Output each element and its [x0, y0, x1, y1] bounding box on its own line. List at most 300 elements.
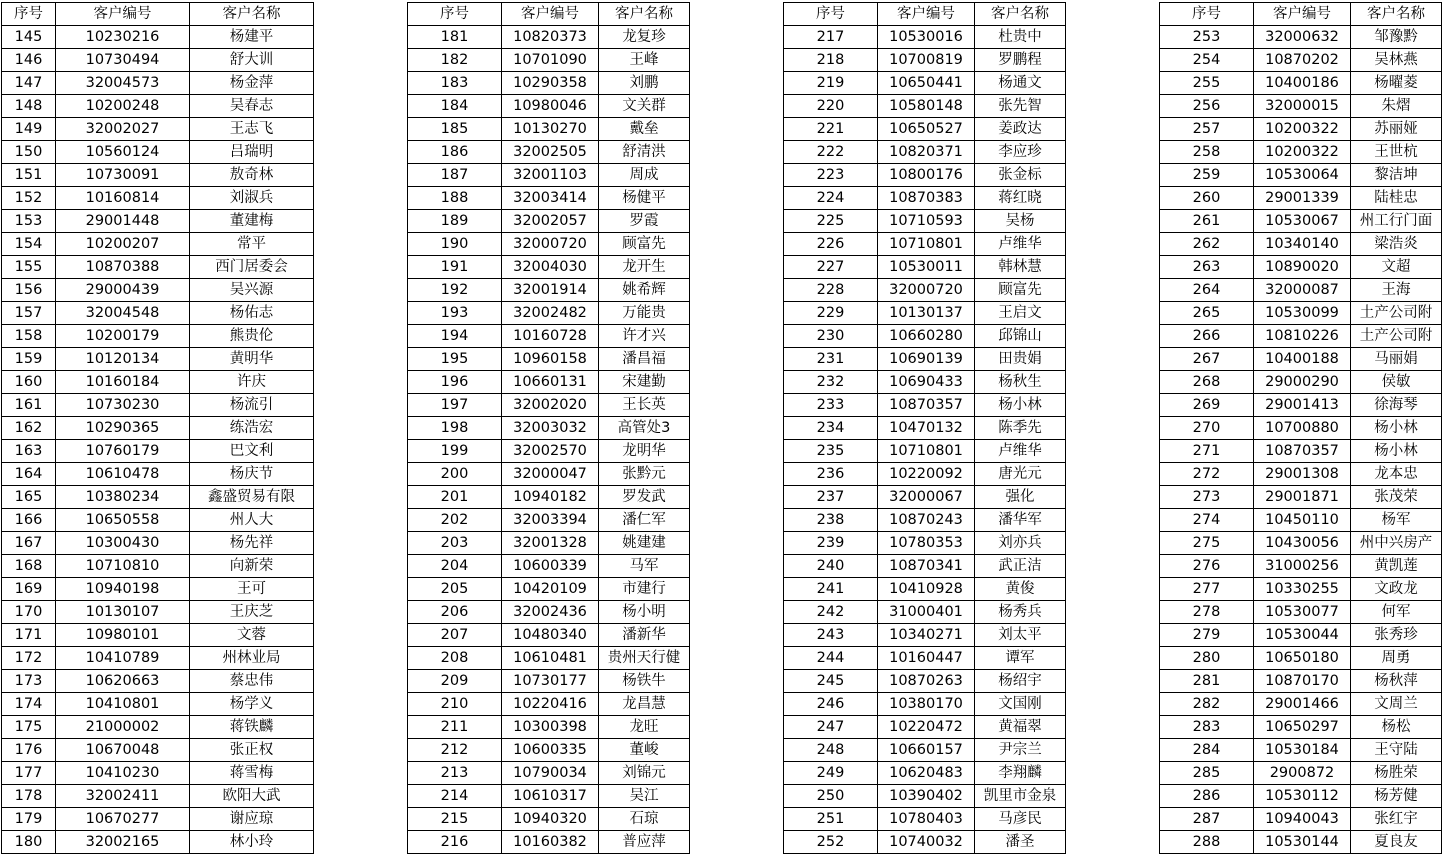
seq-cell: 167	[2, 532, 56, 555]
seq-cell: 189	[408, 210, 502, 233]
customer-name-cell: 王世杭	[1351, 141, 1442, 164]
customer-id-cell: 10410928	[878, 578, 975, 601]
customer-id-cell: 10660131	[502, 371, 599, 394]
col-header-seq: 序号	[1160, 3, 1254, 26]
seq-cell: 190	[408, 233, 502, 256]
customer-name-cell: 凯里市金泉	[975, 785, 1066, 808]
customer-name-cell: 州林业局	[190, 647, 314, 670]
customer-name-cell: 邱锦山	[975, 325, 1066, 348]
customer-name-cell: 吴杨	[975, 210, 1066, 233]
customer-id-cell: 29001871	[1254, 486, 1351, 509]
customer-id-cell: 29001413	[1254, 394, 1351, 417]
customer-id-cell: 10730091	[56, 164, 190, 187]
customer-id-cell: 10700880	[1254, 417, 1351, 440]
seq-cell: 203	[408, 532, 502, 555]
seq-cell: 198	[408, 417, 502, 440]
seq-cell: 248	[784, 739, 878, 762]
seq-cell: 172	[2, 647, 56, 670]
customer-id-cell: 32000720	[502, 233, 599, 256]
table-row	[408, 164, 690, 187]
customer-name-cell: 熊贵伦	[190, 325, 314, 348]
customer-name-cell: 林小玲	[190, 831, 314, 854]
table-row	[2, 509, 314, 532]
seq-cell: 185	[408, 118, 502, 141]
customer-id-cell: 32000720	[878, 279, 975, 302]
table-row	[784, 693, 1066, 716]
table-row	[784, 624, 1066, 647]
customer-id-cell: 31000256	[1254, 555, 1351, 578]
table-row	[408, 509, 690, 532]
customer-id-cell: 10290358	[502, 72, 599, 95]
seq-cell: 205	[408, 578, 502, 601]
seq-cell: 151	[2, 164, 56, 187]
table-row	[784, 716, 1066, 739]
table-row	[2, 49, 314, 72]
table-row	[408, 348, 690, 371]
table-row	[2, 831, 314, 854]
seq-cell: 281	[1160, 670, 1254, 693]
seq-cell: 207	[408, 624, 502, 647]
customer-id-cell: 10710801	[878, 440, 975, 463]
customer-name-cell: 张正权	[190, 739, 314, 762]
customer-name-cell: 黄明华	[190, 348, 314, 371]
table-row	[784, 187, 1066, 210]
customer-name-cell: 潘华军	[975, 509, 1066, 532]
seq-cell: 262	[1160, 233, 1254, 256]
customer-name-cell: 王长英	[599, 394, 690, 417]
seq-cell: 174	[2, 693, 56, 716]
customer-id-cell: 10380234	[56, 486, 190, 509]
customer-id-cell: 29000290	[1254, 371, 1351, 394]
seq-cell: 245	[784, 670, 878, 693]
seq-cell: 232	[784, 371, 878, 394]
customer-id-cell: 10760179	[56, 440, 190, 463]
table-row	[1160, 624, 1442, 647]
customer-id-cell: 10780353	[878, 532, 975, 555]
table-row	[408, 831, 690, 854]
table-row	[2, 394, 314, 417]
seq-cell: 173	[2, 670, 56, 693]
table-row	[1160, 210, 1442, 233]
customer-id-cell: 32002020	[502, 394, 599, 417]
seq-cell: 237	[784, 486, 878, 509]
customer-id-cell: 10660280	[878, 325, 975, 348]
table-row	[1160, 118, 1442, 141]
table-row	[1160, 302, 1442, 325]
customer-id-cell: 32002482	[502, 302, 599, 325]
customer-name-cell: 周成	[599, 164, 690, 187]
table-row	[784, 785, 1066, 808]
customer-id-cell: 10600335	[502, 739, 599, 762]
customer-name-cell: 石琼	[599, 808, 690, 831]
col-header-customer-id: 客户编号	[56, 3, 190, 26]
seq-cell: 159	[2, 348, 56, 371]
table-row	[408, 141, 690, 164]
customer-name-cell: 龙本忠	[1351, 463, 1442, 486]
customer-id-cell: 10220472	[878, 716, 975, 739]
col-header-seq: 序号	[784, 3, 878, 26]
customer-id-cell: 10670277	[56, 808, 190, 831]
seq-cell: 152	[2, 187, 56, 210]
seq-cell: 176	[2, 739, 56, 762]
customer-name-cell: 周勇	[1351, 647, 1442, 670]
customer-name-cell: 武正洁	[975, 555, 1066, 578]
customer-name-cell: 董峻	[599, 739, 690, 762]
customer-id-cell: 10220092	[878, 463, 975, 486]
table-row	[408, 532, 690, 555]
seq-cell: 196	[408, 371, 502, 394]
customer-name-cell: 鑫盛贸易有限	[190, 486, 314, 509]
customer-name-cell: 顾富先	[599, 233, 690, 256]
seq-cell: 283	[1160, 716, 1254, 739]
seq-cell: 255	[1160, 72, 1254, 95]
customer-name-cell: 杨松	[1351, 716, 1442, 739]
customer-name-cell: 谭军	[975, 647, 1066, 670]
customer-name-cell: 欧阳大武	[190, 785, 314, 808]
customer-name-cell: 罗鹏程	[975, 49, 1066, 72]
table-row	[784, 647, 1066, 670]
seq-cell: 225	[784, 210, 878, 233]
customer-name-cell: 杨小明	[599, 601, 690, 624]
seq-cell: 251	[784, 808, 878, 831]
customer-id-cell: 10130270	[502, 118, 599, 141]
table-row	[1160, 417, 1442, 440]
customer-id-cell: 10870170	[1254, 670, 1351, 693]
seq-cell: 147	[2, 72, 56, 95]
seq-cell: 227	[784, 256, 878, 279]
customer-id-cell: 10690139	[878, 348, 975, 371]
seq-cell: 287	[1160, 808, 1254, 831]
customer-id-cell: 10300430	[56, 532, 190, 555]
table-row	[408, 762, 690, 785]
table-row	[1160, 187, 1442, 210]
customer-name-cell: 张先智	[975, 95, 1066, 118]
col-header-customer-id: 客户编号	[502, 3, 599, 26]
customer-id-cell: 32003414	[502, 187, 599, 210]
table-row	[2, 26, 314, 49]
table-row	[2, 417, 314, 440]
customer-name-cell: 王可	[190, 578, 314, 601]
table-row	[408, 578, 690, 601]
customer-id-cell: 10340140	[1254, 233, 1351, 256]
seq-cell: 208	[408, 647, 502, 670]
customer-name-cell: 杨秋萍	[1351, 670, 1442, 693]
customer-name-cell: 州工行门面	[1351, 210, 1442, 233]
table-row	[2, 210, 314, 233]
table-row	[408, 670, 690, 693]
customer-id-cell: 32000047	[502, 463, 599, 486]
customer-id-cell: 10130107	[56, 601, 190, 624]
table-row	[2, 670, 314, 693]
seq-cell: 192	[408, 279, 502, 302]
header-row	[1160, 3, 1442, 26]
table-row	[784, 762, 1066, 785]
table-row	[1160, 509, 1442, 532]
table-row	[784, 532, 1066, 555]
customer-name-cell: 龙开生	[599, 256, 690, 279]
customer-name-cell: 蒋铁麟	[190, 716, 314, 739]
customer-name-cell: 文国刚	[975, 693, 1066, 716]
seq-cell: 162	[2, 417, 56, 440]
customer-id-cell: 32003394	[502, 509, 599, 532]
table-row	[2, 141, 314, 164]
customer-name-cell: 杨健平	[599, 187, 690, 210]
customer-name-cell: 吴林燕	[1351, 49, 1442, 72]
customer-name-cell: 杨学义	[190, 693, 314, 716]
customer-name-cell: 文周兰	[1351, 693, 1442, 716]
customer-id-cell: 32002027	[56, 118, 190, 141]
seq-cell: 202	[408, 509, 502, 532]
table-row	[408, 233, 690, 256]
customer-name-cell: 黄俊	[975, 578, 1066, 601]
seq-cell: 210	[408, 693, 502, 716]
customer-name-cell: 马彦民	[975, 808, 1066, 831]
customer-id-cell: 10340271	[878, 624, 975, 647]
customer-id-cell: 10940043	[1254, 808, 1351, 831]
customer-id-cell: 10650558	[56, 509, 190, 532]
customer-name-cell: 舒清洪	[599, 141, 690, 164]
table-row	[408, 601, 690, 624]
customer-name-cell: 王峰	[599, 49, 690, 72]
table-row	[1160, 440, 1442, 463]
customer-name-cell: 刘鹏	[599, 72, 690, 95]
table-row	[2, 164, 314, 187]
customer-name-cell: 龙明华	[599, 440, 690, 463]
customer-id-cell: 10870357	[1254, 440, 1351, 463]
customer-name-cell: 土产公司附	[1351, 325, 1442, 348]
customer-name-cell: 刘太平	[975, 624, 1066, 647]
customer-name-cell: 谢应琼	[190, 808, 314, 831]
seq-cell: 184	[408, 95, 502, 118]
seq-cell: 195	[408, 348, 502, 371]
customer-name-cell: 潘圣	[975, 831, 1066, 854]
customer-id-cell: 10400188	[1254, 348, 1351, 371]
table-row	[408, 394, 690, 417]
customer-name-cell: 杨流引	[190, 394, 314, 417]
seq-cell: 228	[784, 279, 878, 302]
customer-id-cell: 32002165	[56, 831, 190, 854]
seq-cell: 282	[1160, 693, 1254, 716]
table-row	[1160, 739, 1442, 762]
customer-name-cell: 张金标	[975, 164, 1066, 187]
customer-name-cell: 龙昌慧	[599, 693, 690, 716]
customer-name-cell: 吴江	[599, 785, 690, 808]
seq-cell: 213	[408, 762, 502, 785]
seq-cell: 230	[784, 325, 878, 348]
table-row	[784, 463, 1066, 486]
customer-name-cell: 王海	[1351, 279, 1442, 302]
seq-cell: 276	[1160, 555, 1254, 578]
customer-name-cell: 李翔麟	[975, 762, 1066, 785]
customer-name-cell: 吴春志	[190, 95, 314, 118]
table-row	[408, 808, 690, 831]
table-row	[408, 187, 690, 210]
seq-cell: 243	[784, 624, 878, 647]
customer-id-cell: 10530112	[1254, 785, 1351, 808]
customer-name-cell: 杨芳健	[1351, 785, 1442, 808]
customer-name-cell: 文关群	[599, 95, 690, 118]
customer-id-cell: 10160814	[56, 187, 190, 210]
customer-name-cell: 黎洁坤	[1351, 164, 1442, 187]
customer-name-cell: 杨先祥	[190, 532, 314, 555]
table-row	[784, 555, 1066, 578]
customer-name-cell: 杨建平	[190, 26, 314, 49]
table-row	[784, 256, 1066, 279]
table-row	[408, 371, 690, 394]
seq-cell: 219	[784, 72, 878, 95]
table-row	[408, 440, 690, 463]
table-row	[408, 463, 690, 486]
customer-name-cell: 杜贵中	[975, 26, 1066, 49]
table-row	[784, 394, 1066, 417]
customer-id-cell: 10580148	[878, 95, 975, 118]
table-row	[1160, 141, 1442, 164]
table-row	[2, 279, 314, 302]
customer-name-cell: 顾富先	[975, 279, 1066, 302]
customer-id-cell: 10200322	[1254, 118, 1351, 141]
customer-id-cell: 10730494	[56, 49, 190, 72]
customer-name-cell: 常平	[190, 233, 314, 256]
customer-name-cell: 夏良友	[1351, 831, 1442, 854]
seq-cell: 180	[2, 831, 56, 854]
table-row	[784, 348, 1066, 371]
seq-cell: 216	[408, 831, 502, 854]
customer-id-cell: 10730177	[502, 670, 599, 693]
customer-name-cell: 尹宗兰	[975, 739, 1066, 762]
table-row	[1160, 371, 1442, 394]
seq-cell: 217	[784, 26, 878, 49]
customer-id-cell: 32001103	[502, 164, 599, 187]
table-row	[784, 49, 1066, 72]
customer-id-cell: 10530184	[1254, 739, 1351, 762]
customer-table-block-4	[1159, 2, 1442, 854]
customer-name-cell: 土产公司附	[1351, 302, 1442, 325]
seq-cell: 218	[784, 49, 878, 72]
seq-cell: 170	[2, 601, 56, 624]
table-row	[1160, 808, 1442, 831]
customer-name-cell: 马丽娟	[1351, 348, 1442, 371]
seq-cell: 284	[1160, 739, 1254, 762]
seq-cell: 288	[1160, 831, 1254, 854]
customer-id-cell: 10160447	[878, 647, 975, 670]
customer-id-cell: 32004030	[502, 256, 599, 279]
customer-name-cell: 文超	[1351, 256, 1442, 279]
customer-id-cell: 10410230	[56, 762, 190, 785]
seq-cell: 193	[408, 302, 502, 325]
customer-id-cell: 10960158	[502, 348, 599, 371]
customer-id-cell: 10670048	[56, 739, 190, 762]
customer-name-cell: 董建梅	[190, 210, 314, 233]
table-row	[1160, 72, 1442, 95]
table-row	[784, 233, 1066, 256]
seq-cell: 254	[1160, 49, 1254, 72]
customer-name-cell: 龙旺	[599, 716, 690, 739]
customer-table-block-2	[407, 2, 690, 854]
seq-cell: 280	[1160, 647, 1254, 670]
seq-cell: 242	[784, 601, 878, 624]
table-row	[408, 417, 690, 440]
table-row	[784, 371, 1066, 394]
table-row	[2, 693, 314, 716]
table-row	[2, 325, 314, 348]
seq-cell: 168	[2, 555, 56, 578]
customer-name-cell: 侯敏	[1351, 371, 1442, 394]
customer-id-cell: 10530099	[1254, 302, 1351, 325]
customer-id-cell: 10980101	[56, 624, 190, 647]
seq-cell: 146	[2, 49, 56, 72]
customer-id-cell: 29001448	[56, 210, 190, 233]
customer-name-cell: 马军	[599, 555, 690, 578]
seq-cell: 222	[784, 141, 878, 164]
customer-id-cell: 10560124	[56, 141, 190, 164]
customer-name-cell: 杨通文	[975, 72, 1066, 95]
table-row	[784, 118, 1066, 141]
customer-id-cell: 10160184	[56, 371, 190, 394]
table-row	[1160, 532, 1442, 555]
seq-cell: 199	[408, 440, 502, 463]
customer-id-cell: 10620663	[56, 670, 190, 693]
customer-name-cell: 潘仁军	[599, 509, 690, 532]
table-row	[1160, 49, 1442, 72]
seq-cell: 200	[408, 463, 502, 486]
seq-cell: 148	[2, 95, 56, 118]
seq-cell: 206	[408, 601, 502, 624]
seq-cell: 155	[2, 256, 56, 279]
customer-id-cell: 10230216	[56, 26, 190, 49]
table-row	[784, 279, 1066, 302]
seq-cell: 271	[1160, 440, 1254, 463]
customer-name-cell: 刘亦兵	[975, 532, 1066, 555]
table-row	[1160, 256, 1442, 279]
customer-name-cell: 王守陆	[1351, 739, 1442, 762]
customer-id-cell: 10200179	[56, 325, 190, 348]
seq-cell: 160	[2, 371, 56, 394]
customer-name-cell: 杨小林	[1351, 440, 1442, 463]
table-row	[2, 624, 314, 647]
table-row	[1160, 670, 1442, 693]
customer-id-cell: 10530011	[878, 256, 975, 279]
seq-cell: 153	[2, 210, 56, 233]
table-row	[784, 739, 1066, 762]
customer-name-cell: 姚建建	[599, 532, 690, 555]
seq-cell: 235	[784, 440, 878, 463]
table-row	[784, 509, 1066, 532]
customer-id-cell: 10380170	[878, 693, 975, 716]
customer-id-cell: 32000632	[1254, 26, 1351, 49]
table-row	[408, 72, 690, 95]
seq-cell: 156	[2, 279, 56, 302]
table-row	[1160, 164, 1442, 187]
col-header-seq: 序号	[408, 3, 502, 26]
seq-cell: 240	[784, 555, 878, 578]
customer-name-cell: 梁浩炎	[1351, 233, 1442, 256]
seq-cell: 266	[1160, 325, 1254, 348]
customer-id-cell: 10890020	[1254, 256, 1351, 279]
customer-id-cell: 10410789	[56, 647, 190, 670]
seq-cell: 191	[408, 256, 502, 279]
seq-cell: 260	[1160, 187, 1254, 210]
customer-name-cell: 潘新华	[599, 624, 690, 647]
customer-name-cell: 西门居委会	[190, 256, 314, 279]
customer-name-cell: 徐海琴	[1351, 394, 1442, 417]
customer-id-cell: 32002411	[56, 785, 190, 808]
customer-name-cell: 张秀珍	[1351, 624, 1442, 647]
customer-name-cell: 王庆芝	[190, 601, 314, 624]
seq-cell: 157	[2, 302, 56, 325]
seq-cell: 263	[1160, 256, 1254, 279]
customer-table-block-3	[783, 2, 1066, 854]
table-row	[1160, 486, 1442, 509]
